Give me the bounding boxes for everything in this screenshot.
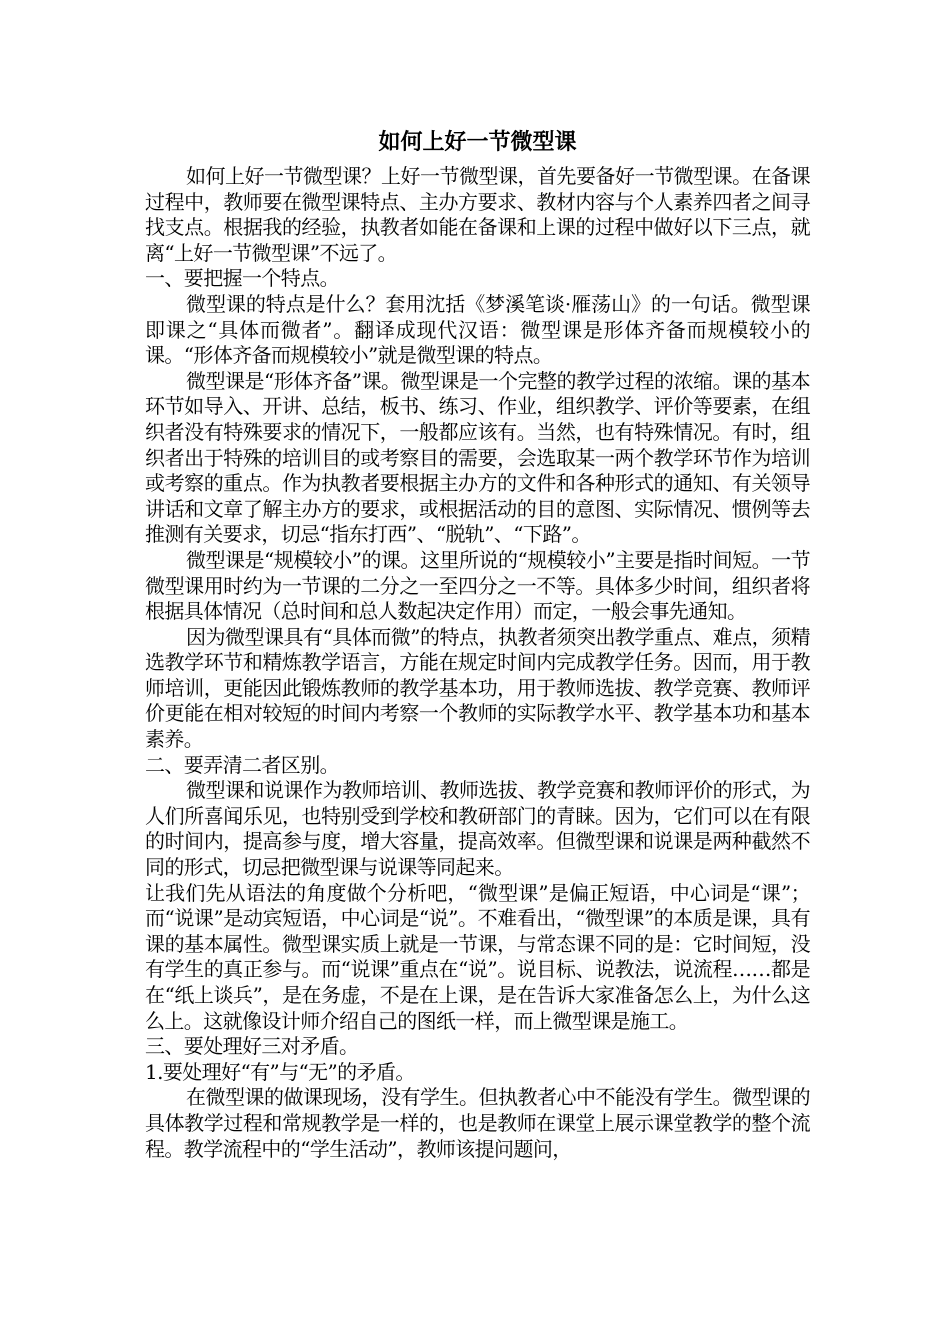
paragraph: 让我们先从语法的角度做个分析吧，“微型课”是偏正短语，中心词是“课”；而“说课”是动宾短语，中心词是“说”。不难看出，“微型课”的本质是课，具有课的基本属性。微型课实质上就是一节课，与常态课不同的是：它时间短，没有学生的真正参与。而“说课”重点在“说”。说目标、说教法，说流程……都是在“纸上谈兵”，是在务虚，不是在上课，是在告诉大家准备怎么上，为什么这么上。这就像设计师介绍自己的图纸一样，而上微型课是施工。: [145, 880, 810, 1033]
paragraph: 微型课的特点是什么？套用沈括《梦溪笔谈·雁荡山》的一句话。微型课即课之“具体而微者”。翻译成现代汉语：微型课是形体齐备而规模较小的课。“形体齐备而规模较小”就是微型课的特点。: [145, 291, 810, 368]
section-heading-2: 二、要弄清二者区别。: [145, 752, 339, 777]
section-heading-3: 三、要处理好三对矛盾。: [145, 1034, 359, 1059]
paragraph: 微型课是“规模较小”的课。这里所说的“规模较小”主要是指时间短。一节微型课用时约为一节课的二分之一至四分之一不等。具体多少时间，组织者将根据具体情况（总时间和总人数起决定作用）而定，一般会事先通知。: [145, 547, 810, 624]
paragraph: 微型课是“形体齐备”课。微型课是一个完整的教学过程的浓缩。课的基本环节如导入、开讲、总结，板书、练习、作业，组织教学、评价等要素，在组织者没有特殊要求的情况下，一般都应该有。当然，也有特殊情况。有时，组织者出于特殊的培训目的或考察目的需要，会选取某一两个教学环节作为培训或考察的重点。作为执教者要根据主办方的文件和各种形式的通知、有关领导讲话和文章了解主办方的要求，或根据活动的目的意图、实际情况、惯例等去推测有关要求，切忌“指东打西”、“脱轨”、“下路”。: [145, 368, 810, 547]
paragraph: 在微型课的做课现场，没有学生。但执教者心中不能没有学生。微型课的具体教学过程和常规教学是一样的，也是教师在课堂上展示课堂教学的整个流程。教学流程中的“学生活动”，教师该提问题问，: [145, 1085, 810, 1161]
paragraph-intro: 如何上好一节微型课？上好一节微型课，首先要备好一节微型课。在备课过程中，教师要在微型课特点、主办方要求、教材内容与个人素养四者之间寻找支点。根据我的经验，执教者如能在备课和上课的过程中做好以下三点，就离“上好一节微型课”不远了。: [145, 164, 810, 265]
paragraph: 微型课和说课作为教师培训、教师选拔、教学竞赛和教师评价的形式，为人们所喜闻乐见，也特别受到学校和教研部门的青睐。因为，它们可以在有限的时间内，提高参与度，增大容量，提高效率。但微型课和说课是两种截然不同的形式，切忌把微型课与说课等同起来。: [145, 778, 810, 880]
subsection-heading-1: 1.要处理好“有”与“无”的矛盾。: [145, 1059, 415, 1084]
document-page: [145, 128, 810, 1162]
section-heading-1: 一、要把握一个特点。: [145, 266, 339, 291]
document-title: 如何上好一节微型课: [378, 130, 577, 155]
paragraph: 因为微型课具有“具体而微”的特点，执教者须突出教学重点、难点，须精选教学环节和精炼教学语言，方能在规定时间内完成教学任务。因而，用于教师培训，更能因此锻炼教师的教学基本功，用于教师选拔、教学竞赛、教师评价更能在相对较短的时间内考察一个教师的实际教学水平、教学基本功和基本素养。: [145, 624, 810, 752]
